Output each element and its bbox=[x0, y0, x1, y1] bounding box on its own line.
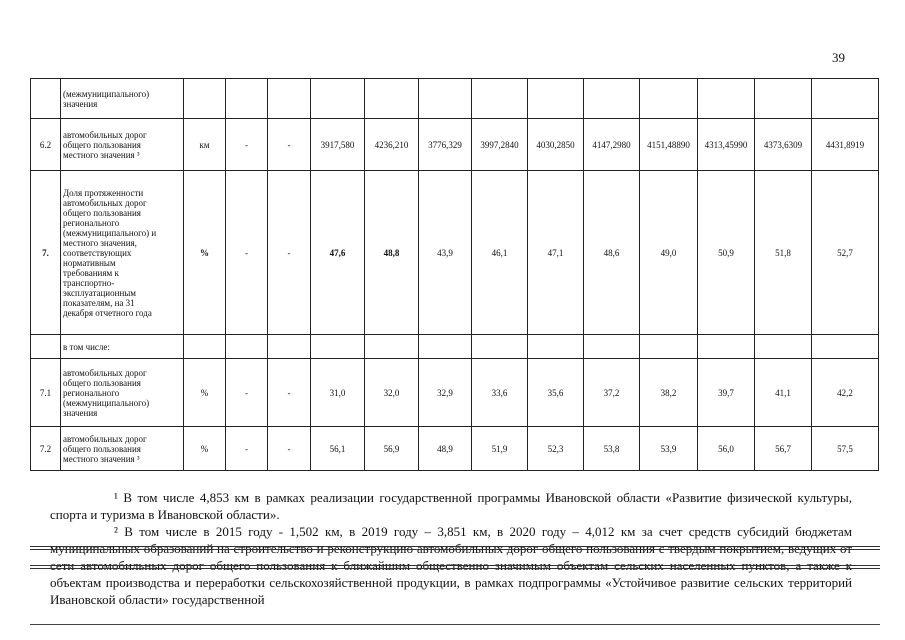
strike-line bbox=[30, 568, 880, 569]
value-cell: 32,0 bbox=[365, 359, 419, 427]
description-line: местного значения ³ bbox=[63, 453, 140, 464]
row-description bbox=[61, 359, 184, 427]
unit-cell: % bbox=[184, 427, 226, 471]
row-number bbox=[31, 79, 61, 119]
table-row bbox=[31, 335, 879, 359]
unit-cell: км bbox=[184, 119, 226, 171]
strike-line bbox=[30, 565, 880, 566]
description-line: нормативным bbox=[63, 257, 116, 268]
description-line: значения bbox=[63, 98, 98, 109]
value-cell bbox=[755, 79, 812, 119]
footnote-1: ¹ В том числе 4,853 км в рамках реализации государственной программы Ивановской области «Развитие физической культуры, спорта и туризма в Ивановской области». bbox=[50, 490, 852, 522]
footnote-2: ² В том числе в 2015 году - 1,502 км, в 2019 году – 3,851 км, в 2020 году – 4,012 км за счет средств субсидий бюджетам объектам производства и переработки сельскохозяйственной продукции, в рамках подпрограммы «Устойчивое развитие сельских территорий Ивановской области» государственной bbox=[50, 524, 852, 607]
value-cell: 4236,210 bbox=[365, 119, 419, 171]
strike-line bbox=[30, 549, 880, 550]
description-line: общего пользования bbox=[63, 139, 141, 150]
base-cell-1: - bbox=[226, 427, 268, 471]
value-cell: 48,9 bbox=[419, 427, 472, 471]
value-cell bbox=[365, 79, 419, 119]
value-cell: 4151,48890 bbox=[640, 119, 698, 171]
value-cell bbox=[472, 79, 528, 119]
value-cell bbox=[755, 335, 812, 359]
page-number: 39 bbox=[832, 50, 845, 65]
table-row bbox=[31, 427, 879, 471]
row-number: 7.2 bbox=[31, 427, 61, 471]
row-description bbox=[61, 171, 184, 335]
table-row bbox=[31, 79, 879, 119]
description-line: регионального bbox=[63, 217, 120, 228]
value-cell: 57,5 bbox=[812, 427, 879, 471]
description-line: автомобильных дорог bbox=[63, 129, 147, 140]
row-description bbox=[61, 335, 184, 359]
value-cell bbox=[698, 79, 755, 119]
value-cell: 31,0 bbox=[311, 359, 365, 427]
row-number bbox=[31, 335, 61, 359]
value-cell: 52,7 bbox=[812, 171, 879, 335]
value-cell bbox=[528, 335, 584, 359]
description-line: местного значения ³ bbox=[63, 149, 140, 160]
description-line: регионального bbox=[63, 387, 120, 398]
description-line: требованиям к bbox=[63, 267, 119, 278]
value-cell: 37,2 bbox=[584, 359, 640, 427]
table-row bbox=[31, 119, 879, 171]
description-line: автомобильных дорог bbox=[63, 367, 147, 378]
strike-line bbox=[30, 546, 880, 547]
value-cell bbox=[419, 335, 472, 359]
value-cell: 35,6 bbox=[528, 359, 584, 427]
base-cell-1: - bbox=[226, 171, 268, 335]
value-cell: 56,9 bbox=[365, 427, 419, 471]
value-cell: 3776,329 bbox=[419, 119, 472, 171]
base-cell-2: - bbox=[268, 359, 311, 427]
value-cell bbox=[640, 335, 698, 359]
value-cell bbox=[812, 79, 879, 119]
description-line: значения bbox=[63, 407, 98, 418]
description-line: (межмуниципального) bbox=[63, 397, 150, 408]
description-line: соответствующих bbox=[63, 247, 132, 258]
row-number: 7. bbox=[31, 171, 61, 335]
value-cell bbox=[311, 335, 365, 359]
value-cell: 49,0 bbox=[640, 171, 698, 335]
description-line: эксплуатационным bbox=[63, 287, 137, 298]
value-cell bbox=[584, 335, 640, 359]
description-line: общего пользования bbox=[63, 377, 141, 388]
value-cell: 32,9 bbox=[419, 359, 472, 427]
base-cell-1: - bbox=[226, 119, 268, 171]
row-number: 6.2 bbox=[31, 119, 61, 171]
base-cell-1 bbox=[226, 335, 268, 359]
value-cell: 47,1 bbox=[528, 171, 584, 335]
table-row bbox=[31, 171, 879, 335]
value-cell bbox=[365, 335, 419, 359]
value-cell bbox=[311, 79, 365, 119]
value-cell: 50,9 bbox=[698, 171, 755, 335]
value-cell: 48,6 bbox=[584, 171, 640, 335]
base-cell-2: - bbox=[268, 427, 311, 471]
base-cell-2 bbox=[268, 79, 311, 119]
value-cell: 51,8 bbox=[755, 171, 812, 335]
value-cell: 43,9 bbox=[419, 171, 472, 335]
base-cell-1: - bbox=[226, 359, 268, 427]
table-body bbox=[31, 79, 879, 471]
bottom-divider bbox=[30, 624, 880, 625]
row-description bbox=[61, 427, 184, 471]
value-cell bbox=[812, 335, 879, 359]
value-cell: 53,8 bbox=[584, 427, 640, 471]
value-cell: 53,9 bbox=[640, 427, 698, 471]
description-line: автомобильных дорог bbox=[63, 433, 147, 444]
table-row bbox=[31, 359, 879, 427]
value-cell: 39,7 bbox=[698, 359, 755, 427]
value-cell: 42,2 bbox=[812, 359, 879, 427]
value-cell: 4030,2850 bbox=[528, 119, 584, 171]
base-cell-2: - bbox=[268, 119, 311, 171]
description-line: Доля протяженности bbox=[63, 187, 144, 198]
description-line: общего пользования bbox=[63, 443, 141, 454]
value-cell bbox=[528, 79, 584, 119]
value-cell: 52,3 bbox=[528, 427, 584, 471]
description-line: (межмуниципального) и bbox=[63, 227, 157, 238]
value-cell: 46,1 bbox=[472, 171, 528, 335]
value-cell: 4431,8919 bbox=[812, 119, 879, 171]
unit-cell: % bbox=[184, 359, 226, 427]
row-description bbox=[61, 79, 184, 119]
description-line: в том числе: bbox=[63, 341, 110, 352]
description-line: (межмуниципального) bbox=[63, 88, 150, 99]
value-cell: 3997,2840 bbox=[472, 119, 528, 171]
value-cell: 56,1 bbox=[311, 427, 365, 471]
value-cell bbox=[640, 79, 698, 119]
description-line: декабря отчетного года bbox=[63, 307, 152, 318]
description-line: показателям, на 31 bbox=[63, 297, 135, 308]
value-cell bbox=[584, 79, 640, 119]
value-cell: 51,9 bbox=[472, 427, 528, 471]
value-cell: 33,6 bbox=[472, 359, 528, 427]
value-cell: 56,0 bbox=[698, 427, 755, 471]
indicators-table bbox=[30, 78, 879, 471]
value-cell: 4373,6309 bbox=[755, 119, 812, 171]
description-line: автомобильных дорог bbox=[63, 197, 147, 208]
value-cell: 38,2 bbox=[640, 359, 698, 427]
row-number: 7.1 bbox=[31, 359, 61, 427]
unit-cell: % bbox=[184, 171, 226, 335]
value-cell bbox=[419, 79, 472, 119]
value-cell bbox=[472, 335, 528, 359]
unit-cell bbox=[184, 79, 226, 119]
base-cell-2 bbox=[268, 335, 311, 359]
base-cell-1 bbox=[226, 79, 268, 119]
value-cell bbox=[698, 335, 755, 359]
description-line: транспортно- bbox=[63, 277, 115, 288]
value-cell: 4313,45990 bbox=[698, 119, 755, 171]
unit-cell bbox=[184, 335, 226, 359]
value-cell: 41,1 bbox=[755, 359, 812, 427]
base-cell-2: - bbox=[268, 171, 311, 335]
description-line: местного значения, bbox=[63, 237, 137, 248]
value-cell: 48,8 bbox=[365, 171, 419, 335]
row-description bbox=[61, 119, 184, 171]
value-cell: 47,6 bbox=[311, 171, 365, 335]
value-cell: 56,7 bbox=[755, 427, 812, 471]
description-line: общего пользования bbox=[63, 207, 141, 218]
value-cell: 3917,580 bbox=[311, 119, 365, 171]
value-cell: 4147,2980 bbox=[584, 119, 640, 171]
